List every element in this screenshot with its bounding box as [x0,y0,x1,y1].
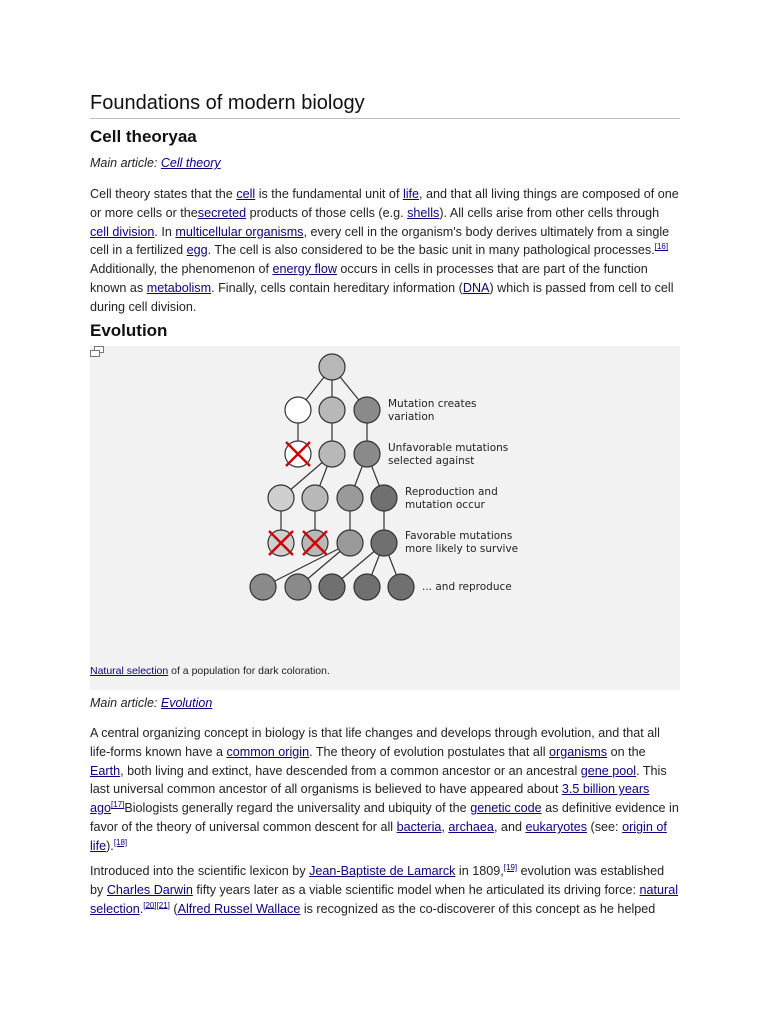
link-common-origin[interactable]: common origin [226,744,310,759]
link-cell[interactable]: cell [236,187,256,201]
label-reproduction-line1: Reproduction and [405,486,498,498]
organism-circle [319,441,345,467]
link-archaea[interactable]: archaea [448,819,494,834]
organism-circle [354,397,380,423]
link-organisms[interactable]: organisms [549,744,608,759]
cell-theory-paragraph: Cell theory states that the cell is the fundamental unit of life, and that all living things are composed of one or more cells or thesecreted products of those cells (e.g. shells). All cells arise from other cells through cell division. In multicellular organisms, every cell in the organism's body derives ultimately from a single cell in a fertilized egg. The cell is also considered to be the basic unit in many pathological processes.[16] Additionally, the phenomenon of energy flow occurs in cells in processes that are part of the function known as metabolism. Finally, cells contain hereditary information (DNA) which is passed from cell to cell during cell division. [90,187,679,314]
link-genetic-code[interactable]: genetic code [470,801,542,816]
link-gene-pool[interactable]: gene pool [580,763,637,778]
organism-circle [250,574,276,600]
evolution-hatnote [90,694,212,712]
hatnote-prefix: Main article: [90,156,161,170]
organism-circle [319,574,345,600]
link-egg[interactable]: egg [186,243,208,258]
label-unfavorable-line2: selected against [388,455,475,467]
link-origin-of-life[interactable]: origin of life [90,819,667,853]
label-reproduction-line2: mutation occur [405,499,485,511]
ref-18[interactable]: [18] [113,837,128,847]
ref-21[interactable]: [21] [156,900,170,910]
cell-theory-heading: Cell theoryaa [90,127,197,146]
link-shells[interactable]: shells [407,205,440,220]
link-charles-darwin[interactable]: Charles Darwin [106,882,193,897]
link-lamarck[interactable]: Jean-Baptiste de Lamarck [309,864,456,878]
label-favorable-line1: Favorable mutations [405,530,513,542]
link-energy-flow[interactable]: energy flow [272,262,337,277]
organism-circle [268,485,294,511]
link-life[interactable]: life [402,187,420,201]
label-mutation-line1: Mutation creates [388,398,477,410]
magnify-icon[interactable] [90,346,104,358]
evolution-link[interactable]: Evolution [160,696,213,710]
link-secreted[interactable]: secreted [197,205,247,220]
ref-16[interactable]: [16] [654,242,669,252]
evolution-heading: Evolution [90,321,168,340]
label-mutation-line2: variation [388,411,435,423]
ref-19[interactable]: [19] [503,862,518,872]
link-natural-selection[interactable]: natural selection [90,882,679,916]
figure-caption: Natural selection of a population for dark coloration. [90,665,330,677]
link-3-5-billion-years-ago[interactable]: 3.5 billion years ago [90,782,650,816]
link-eukaryotes[interactable]: eukaryotes [525,819,588,834]
link-cell-division[interactable]: cell division [90,224,155,239]
organism-circle [371,485,397,511]
link-bacteria[interactable]: bacteria [396,819,442,834]
link-multicellular-organisms[interactable]: multicellular organisms [175,224,304,239]
label-and-reproduce: ... and reproduce [422,581,512,593]
organism-circle [285,397,311,423]
organism-circle [371,530,397,556]
link-alfred-russel-wallace[interactable]: Alfred Russel Wallace [177,901,301,916]
organism-circle [337,485,363,511]
link-natural-selection-caption[interactable]: Natural selection [90,665,169,677]
cell-theory-hatnote [90,154,221,172]
ref-20[interactable]: [20] [143,900,157,910]
organism-circle [302,485,328,511]
link-metabolism[interactable]: metabolism [146,280,212,295]
label-favorable-line2: more likely to survive [405,543,519,555]
link-dna[interactable]: DNA [462,280,490,295]
natural-selection-figure [90,346,680,690]
organism-circle [354,574,380,600]
link-earth[interactable]: Earth [90,763,121,778]
organism-circle [319,354,345,380]
cell-theory-link[interactable]: Cell theory [160,156,221,170]
evolution-paragraph-2: Introduced into the scientific lexicon by Jean-Baptiste de Lamarck in 1809,[19] evolution was established by Charles Darwin fifty years later as a viable scientific model when he articulated its driving force: natural selection.[20][21] (Alfred Russel Wallace is recognized as the co-discoverer of this concept as he helped [90,862,679,916]
section-title: Foundations of modern biology [90,90,680,119]
natural-selection-diagram [90,346,680,656]
organism-circle [337,530,363,556]
evolution-paragraph-1: A central organizing concept in biology is that life changes and develops through evolution, and that all life-forms known have a common origin. The theory of evolution postulates that all organisms on the Earth, both living and extinct, have descended from a common ancestor or an ancestral gene pool. This last universal common ancestor of all organisms is believed to have appeared about 3.5 billion years ago[17]Biologists generally regard the universality and ubiquity of the genetic code as definitive evidence in favor of the theory of universal common descent for all bacteria, archaea, and eukaryotes (see: origin of life).[18] [90,726,679,853]
organism-circle [319,397,345,423]
organism-circle [354,441,380,467]
label-unfavorable-line1: Unfavorable mutations [388,442,509,454]
hatnote-prefix: Main article: [90,696,161,710]
ref-17[interactable]: [17] [111,800,125,809]
organism-circle [388,574,414,600]
organism-circle [285,574,311,600]
